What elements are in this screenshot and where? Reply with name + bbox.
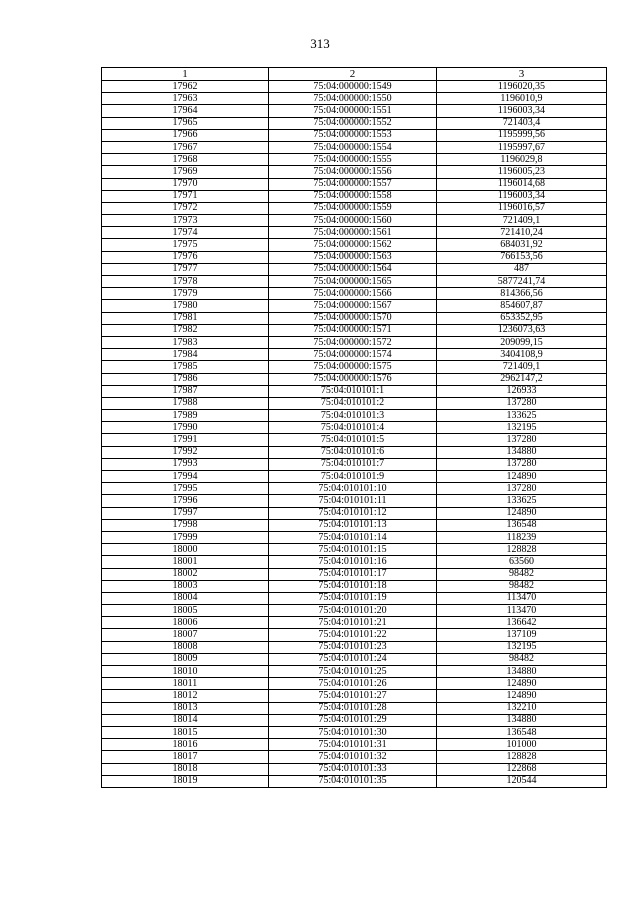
cadastral-number-cell: 75:04:000000:1549 [269, 81, 437, 93]
table-row [102, 361, 607, 373]
cadastral-number-cell: 75:04:010101:10 [269, 483, 437, 495]
row-number-cell: 18009 [102, 653, 269, 665]
table-row [102, 117, 607, 129]
value-cell: 3404108,9 [437, 349, 607, 361]
cadastral-number-cell: 75:04:000000:1570 [269, 312, 437, 324]
row-number-cell: 18015 [102, 726, 269, 738]
table-row [102, 653, 607, 665]
table-row [102, 422, 607, 434]
row-number-cell: 17964 [102, 105, 269, 117]
table-row [102, 178, 607, 190]
table-row [102, 190, 607, 202]
cadastral-number-cell: 75:04:010101:7 [269, 458, 437, 470]
cadastral-number-cell: 75:04:010101:20 [269, 605, 437, 617]
value-cell: 132195 [437, 422, 607, 434]
table-row [102, 202, 607, 214]
cadastral-number-cell: 75:04:000000:1551 [269, 105, 437, 117]
table-row [102, 141, 607, 153]
cadastral-number-cell: 75:04:010101:3 [269, 410, 437, 422]
row-number-cell: 18016 [102, 739, 269, 751]
table-row [102, 81, 607, 93]
value-cell: 101000 [437, 739, 607, 751]
table-row [102, 154, 607, 166]
column-header-3: 3 [437, 68, 607, 81]
value-cell: 1236073,63 [437, 324, 607, 336]
row-number-cell: 18005 [102, 605, 269, 617]
column-header-1: 1 [102, 68, 269, 81]
cadastral-number-cell: 75:04:000000:1564 [269, 263, 437, 275]
cadastral-number-cell: 75:04:000000:1576 [269, 373, 437, 385]
value-cell: 137109 [437, 629, 607, 641]
cadastral-number-cell: 75:04:010101:33 [269, 763, 437, 775]
row-number-cell: 17995 [102, 483, 269, 495]
value-cell: 120544 [437, 775, 607, 787]
value-cell: 653352,95 [437, 312, 607, 324]
row-number-cell: 18004 [102, 592, 269, 604]
table-body [102, 81, 607, 788]
value-cell: 766153,56 [437, 251, 607, 263]
value-cell: 1196020,35 [437, 81, 607, 93]
cadastral-number-cell: 75:04:010101:17 [269, 568, 437, 580]
value-cell: 122868 [437, 763, 607, 775]
row-number-cell: 17967 [102, 141, 269, 153]
row-number-cell: 17969 [102, 166, 269, 178]
value-cell: 721410,24 [437, 227, 607, 239]
value-cell: 1196003,34 [437, 105, 607, 117]
row-number-cell: 17971 [102, 190, 269, 202]
value-cell: 5877241,74 [437, 276, 607, 288]
value-cell: 854607,87 [437, 300, 607, 312]
table-row [102, 483, 607, 495]
row-number-cell: 18012 [102, 690, 269, 702]
row-number-cell: 17988 [102, 397, 269, 409]
row-number-cell: 17989 [102, 410, 269, 422]
row-number-cell: 17968 [102, 154, 269, 166]
row-number-cell: 17976 [102, 251, 269, 263]
table-row [102, 763, 607, 775]
value-cell: 2962147,2 [437, 373, 607, 385]
value-cell: 98482 [437, 580, 607, 592]
row-number-cell: 18003 [102, 580, 269, 592]
value-cell: 1196016,57 [437, 202, 607, 214]
row-number-cell: 17962 [102, 81, 269, 93]
table-row [102, 276, 607, 288]
table-row [102, 215, 607, 227]
cadastral-number-cell: 75:04:010101:19 [269, 592, 437, 604]
row-number-cell: 18006 [102, 617, 269, 629]
table-row [102, 495, 607, 507]
row-number-cell: 18002 [102, 568, 269, 580]
row-number-cell: 17977 [102, 263, 269, 275]
table-row [102, 507, 607, 519]
cadastral-number-cell: 75:04:010101:28 [269, 702, 437, 714]
value-cell: 124890 [437, 678, 607, 690]
cadastral-number-cell: 75:04:010101:35 [269, 775, 437, 787]
cadastral-number-cell: 75:04:010101:1 [269, 385, 437, 397]
row-number-cell: 17983 [102, 336, 269, 348]
row-number-cell: 18013 [102, 702, 269, 714]
value-cell: 721409,1 [437, 215, 607, 227]
table-row [102, 568, 607, 580]
cadastral-number-cell: 75:04:010101:21 [269, 617, 437, 629]
row-number-cell: 17984 [102, 349, 269, 361]
cadastral-number-cell: 75:04:010101:25 [269, 666, 437, 678]
row-number-cell: 18018 [102, 763, 269, 775]
value-cell: 126933 [437, 385, 607, 397]
value-cell: 133625 [437, 410, 607, 422]
table-row [102, 166, 607, 178]
value-cell: 132210 [437, 702, 607, 714]
value-cell: 118239 [437, 531, 607, 543]
row-number-cell: 17992 [102, 446, 269, 458]
value-cell: 721409,1 [437, 361, 607, 373]
cadastral-number-cell: 75:04:000000:1575 [269, 361, 437, 373]
row-number-cell: 18010 [102, 666, 269, 678]
value-cell: 137280 [437, 397, 607, 409]
table-row [102, 641, 607, 653]
table-row [102, 434, 607, 446]
value-cell: 721403,4 [437, 117, 607, 129]
table-row [102, 288, 607, 300]
table-row [102, 592, 607, 604]
value-cell: 136548 [437, 726, 607, 738]
table-row [102, 105, 607, 117]
value-cell: 137280 [437, 483, 607, 495]
table-row [102, 458, 607, 470]
row-number-cell: 17996 [102, 495, 269, 507]
row-number-cell: 18011 [102, 678, 269, 690]
row-number-cell: 17974 [102, 227, 269, 239]
value-cell: 137280 [437, 458, 607, 470]
cadastral-number-cell: 75:04:010101:22 [269, 629, 437, 641]
cadastral-number-cell: 75:04:010101:16 [269, 556, 437, 568]
table-row [102, 446, 607, 458]
value-cell: 134880 [437, 714, 607, 726]
table-row [102, 129, 607, 141]
row-number-cell: 17982 [102, 324, 269, 336]
table-row [102, 580, 607, 592]
value-cell: 124890 [437, 471, 607, 483]
table-row [102, 385, 607, 397]
value-cell: 1196029,8 [437, 154, 607, 166]
header-row [102, 68, 607, 81]
value-cell: 136642 [437, 617, 607, 629]
value-cell: 133625 [437, 495, 607, 507]
value-cell: 1196010,9 [437, 93, 607, 105]
table-row [102, 629, 607, 641]
table-row [102, 702, 607, 714]
cadastral-number-cell: 75:04:000000:1554 [269, 141, 437, 153]
cadastral-number-cell: 75:04:000000:1555 [269, 154, 437, 166]
table-row [102, 739, 607, 751]
table-row [102, 605, 607, 617]
value-cell: 113470 [437, 592, 607, 604]
cadastral-number-cell: 75:04:000000:1559 [269, 202, 437, 214]
cadastral-number-cell: 75:04:000000:1550 [269, 93, 437, 105]
cadastral-number-cell: 75:04:010101:6 [269, 446, 437, 458]
cadastral-number-cell: 75:04:010101:2 [269, 397, 437, 409]
cadastral-number-cell: 75:04:010101:23 [269, 641, 437, 653]
value-cell: 124890 [437, 690, 607, 702]
table-row [102, 397, 607, 409]
value-cell: 1195999,56 [437, 129, 607, 141]
cadastral-number-cell: 75:04:000000:1557 [269, 178, 437, 190]
table-row [102, 531, 607, 543]
table-row [102, 300, 607, 312]
value-cell: 134880 [437, 446, 607, 458]
value-cell: 128828 [437, 544, 607, 556]
table-row [102, 336, 607, 348]
cadastral-number-cell: 75:04:000000:1563 [269, 251, 437, 263]
cadastral-number-cell: 75:04:000000:1566 [269, 288, 437, 300]
table-row [102, 544, 607, 556]
cadastral-number-cell: 75:04:010101:29 [269, 714, 437, 726]
row-number-cell: 17970 [102, 178, 269, 190]
cadastral-number-cell: 75:04:010101:15 [269, 544, 437, 556]
value-cell: 209099,15 [437, 336, 607, 348]
value-cell: 63560 [437, 556, 607, 568]
value-cell: 137280 [437, 434, 607, 446]
cadastral-number-cell: 75:04:010101:12 [269, 507, 437, 519]
table-row [102, 373, 607, 385]
cadastral-number-cell: 75:04:000000:1571 [269, 324, 437, 336]
table-row [102, 678, 607, 690]
row-number-cell: 17981 [102, 312, 269, 324]
cadastral-number-cell: 75:04:010101:30 [269, 726, 437, 738]
cadastral-number-cell: 75:04:000000:1562 [269, 239, 437, 251]
table-row [102, 349, 607, 361]
row-number-cell: 17997 [102, 507, 269, 519]
cadastral-number-cell: 75:04:000000:1561 [269, 227, 437, 239]
cadastral-number-cell: 75:04:000000:1560 [269, 215, 437, 227]
table-row [102, 410, 607, 422]
cadastral-number-cell: 75:04:000000:1572 [269, 336, 437, 348]
row-number-cell: 17963 [102, 93, 269, 105]
row-number-cell: 17990 [102, 422, 269, 434]
table-row [102, 324, 607, 336]
row-number-cell: 17980 [102, 300, 269, 312]
table-row [102, 690, 607, 702]
cadastral-number-cell: 75:04:000000:1567 [269, 300, 437, 312]
row-number-cell: 17998 [102, 519, 269, 531]
value-cell: 98482 [437, 568, 607, 580]
cadastral-number-cell: 75:04:010101:18 [269, 580, 437, 592]
value-cell: 684031,92 [437, 239, 607, 251]
value-cell: 98482 [437, 653, 607, 665]
cadastral-number-cell: 75:04:010101:26 [269, 678, 437, 690]
row-number-cell: 17966 [102, 129, 269, 141]
table-row [102, 93, 607, 105]
data-table [101, 67, 607, 788]
value-cell: 134880 [437, 666, 607, 678]
table-row [102, 726, 607, 738]
table-row [102, 775, 607, 787]
column-header-2: 2 [269, 68, 437, 81]
cadastral-number-cell: 75:04:000000:1552 [269, 117, 437, 129]
cadastral-number-cell: 75:04:010101:11 [269, 495, 437, 507]
value-cell: 113470 [437, 605, 607, 617]
value-cell: 136548 [437, 519, 607, 531]
value-cell: 128828 [437, 751, 607, 763]
value-cell: 1195997,67 [437, 141, 607, 153]
row-number-cell: 17978 [102, 276, 269, 288]
value-cell: 1196005,23 [437, 166, 607, 178]
row-number-cell: 17987 [102, 385, 269, 397]
row-number-cell: 18001 [102, 556, 269, 568]
table-row [102, 519, 607, 531]
row-number-cell: 18017 [102, 751, 269, 763]
page-number: 313 [310, 36, 330, 51]
table-row [102, 263, 607, 275]
value-cell: 487 [437, 263, 607, 275]
cadastral-number-cell: 75:04:010101:24 [269, 653, 437, 665]
table-row [102, 666, 607, 678]
value-cell: 1196003,34 [437, 190, 607, 202]
row-number-cell: 18000 [102, 544, 269, 556]
row-number-cell: 18019 [102, 775, 269, 787]
table-row [102, 312, 607, 324]
table-row [102, 617, 607, 629]
table-row [102, 471, 607, 483]
row-number-cell: 18008 [102, 641, 269, 653]
value-cell: 124890 [437, 507, 607, 519]
cadastral-number-cell: 75:04:010101:4 [269, 422, 437, 434]
value-cell: 132195 [437, 641, 607, 653]
cadastral-number-cell: 75:04:000000:1574 [269, 349, 437, 361]
cadastral-number-cell: 75:04:000000:1556 [269, 166, 437, 178]
cadastral-number-cell: 75:04:010101:5 [269, 434, 437, 446]
row-number-cell: 17993 [102, 458, 269, 470]
table-row [102, 251, 607, 263]
row-number-cell: 17975 [102, 239, 269, 251]
value-cell: 1196014,68 [437, 178, 607, 190]
value-cell: 814366,56 [437, 288, 607, 300]
cadastral-number-cell: 75:04:010101:13 [269, 519, 437, 531]
cadastral-number-cell: 75:04:010101:31 [269, 739, 437, 751]
cadastral-number-cell: 75:04:000000:1553 [269, 129, 437, 141]
row-number-cell: 17999 [102, 531, 269, 543]
table-row [102, 714, 607, 726]
row-number-cell: 17986 [102, 373, 269, 385]
row-number-cell: 17991 [102, 434, 269, 446]
table-row [102, 239, 607, 251]
row-number-cell: 18007 [102, 629, 269, 641]
table-row [102, 556, 607, 568]
cadastral-number-cell: 75:04:000000:1565 [269, 276, 437, 288]
table-row [102, 751, 607, 763]
cadastral-number-cell: 75:04:010101:14 [269, 531, 437, 543]
row-number-cell: 18014 [102, 714, 269, 726]
row-number-cell: 17965 [102, 117, 269, 129]
row-number-cell: 17972 [102, 202, 269, 214]
cadastral-number-cell: 75:04:000000:1558 [269, 190, 437, 202]
cadastral-number-cell: 75:04:010101:27 [269, 690, 437, 702]
cadastral-number-cell: 75:04:010101:9 [269, 471, 437, 483]
table-header [102, 68, 607, 81]
row-number-cell: 17979 [102, 288, 269, 300]
row-number-cell: 17973 [102, 215, 269, 227]
table-row [102, 227, 607, 239]
row-number-cell: 17985 [102, 361, 269, 373]
row-number-cell: 17994 [102, 471, 269, 483]
cadastral-number-cell: 75:04:010101:32 [269, 751, 437, 763]
